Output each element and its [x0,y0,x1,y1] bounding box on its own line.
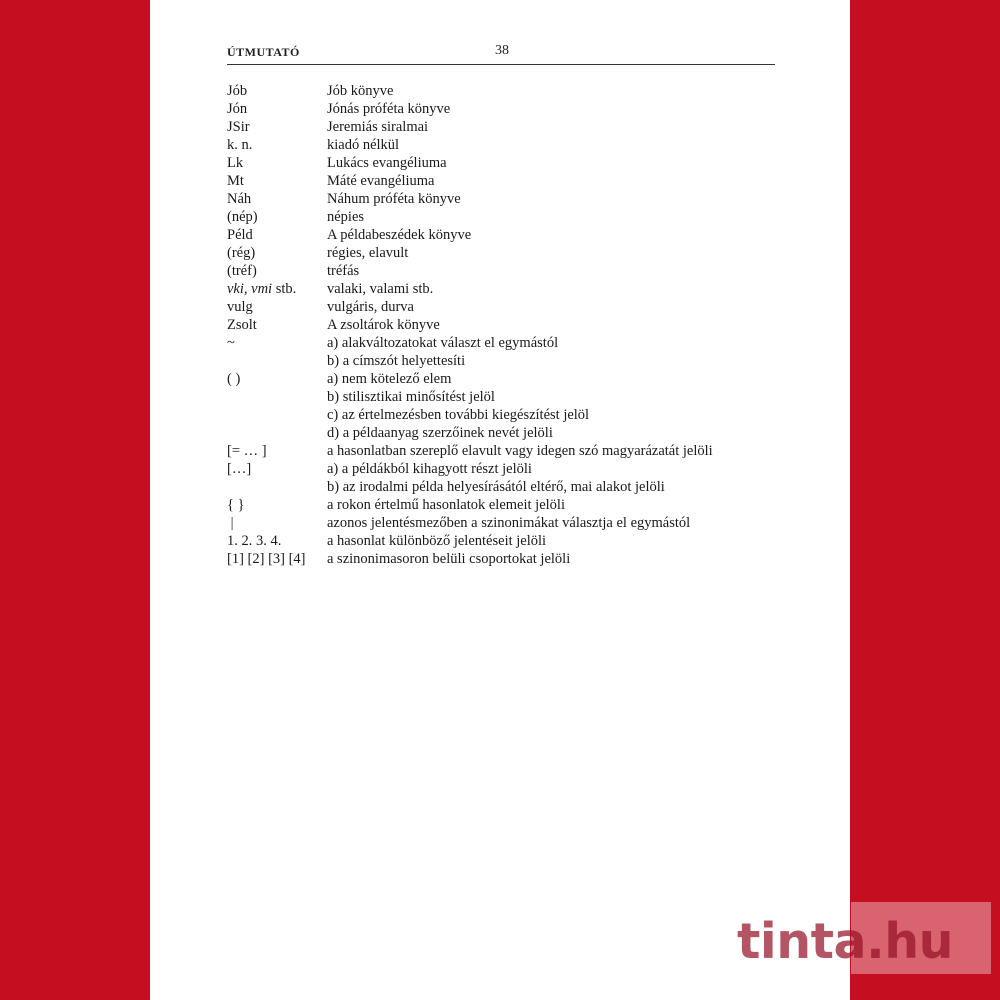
list-item [227,262,787,280]
list-item [227,190,787,208]
page-header [227,41,775,65]
symbol-meaning: a) a példákból kihagyott részt jelöli [327,461,532,477]
symbol: { } [227,497,245,513]
symbol-meaning: b) az irodalmi példa helyesírásától eltérő, mai alakot jelöli [327,479,665,495]
symbol-meaning: d) a példaanyag szerzőinek nevét jelöli [327,425,553,441]
symbol: | [227,515,234,531]
symbol: ( ) [227,371,241,387]
list-item [227,442,787,460]
abbreviation-meaning: Náhum próféta könyve [327,191,461,207]
symbol-meaning: a) alakváltozatokat választ el egymástól [327,335,559,351]
symbol-meaning: a szinonimasoron belüli csoportokat jelöli [327,551,571,567]
list-item [227,280,787,298]
abbreviation: Zsolt [227,317,257,333]
abbreviation-italic-part: vki, vmi [227,281,273,297]
abbreviation: (tréf) [227,263,257,279]
abbreviation-meaning: A zsoltárok könyve [327,317,440,333]
list-item [227,388,787,406]
list-item [227,550,787,568]
abbreviation-meaning: régies, elavult [327,245,409,261]
symbol-meaning: c) az értelmezésben további kiegészítést jelöl [327,407,590,423]
symbol-meaning: a hasonlat különböző jelentéseit jelöli [327,533,547,549]
abbreviation [227,280,327,298]
abbreviation: Mt [227,173,244,189]
list-item [227,316,787,334]
list-item [227,226,787,244]
symbol-meaning: a) nem kötelező elem [327,371,452,387]
abbreviation: Lk [227,155,244,171]
list-item [227,424,787,442]
symbol-meaning: b) a címszót helyettesíti [327,353,466,369]
abbreviation-meaning: Lukács evangéliuma [327,155,447,171]
abbreviation-rest: stb. [272,281,297,297]
abbreviation-meaning: Jób könyve [327,83,394,99]
list-item [227,370,787,388]
abbreviation: JSir [227,119,250,135]
abbreviation: Péld [227,227,253,243]
symbol [227,478,327,496]
symbol-meaning: b) stilisztikai minősítést jelöl [327,389,495,405]
list-item [227,244,787,262]
list-item [227,154,787,172]
abbreviation-meaning: A példabeszédek könyve [327,227,472,243]
abbreviation: vulg [227,299,253,315]
list-item [227,136,787,154]
list-item [227,100,787,118]
abbreviation: Jón [227,101,248,117]
symbol-meaning: a hasonlatban szereplő elavult vagy idegen szó magyarázatát jelöli [327,443,713,459]
abbreviation-meaning: kiadó nélkül [327,137,400,153]
symbol [227,406,327,424]
list-item [227,298,787,316]
abbreviation: Náh [227,191,252,207]
abbreviation-meaning: népies [327,209,365,225]
book-page [150,0,850,1000]
symbol: [1] [2] [3] [4] [227,551,306,567]
list-item [227,532,787,550]
list-item [227,208,787,226]
abbreviation: Jób [227,83,248,99]
list-item [227,172,787,190]
symbol [227,388,327,406]
abbreviation: k. n. [227,137,253,153]
list-item [227,118,787,136]
symbol: ~ [227,335,235,351]
symbol: 1. 2. 3. 4. [227,533,282,549]
list-item [227,514,787,532]
list-item [227,406,787,424]
list-item [227,334,787,352]
abbreviation-list [227,82,787,568]
abbreviation-meaning: valaki, valami stb. [327,281,434,297]
list-item [227,478,787,496]
symbol: [= … ] [227,443,267,459]
watermark-logo: tinta.hu [737,913,953,970]
abbreviation-meaning: Máté evangéliuma [327,173,435,189]
page-number: 38 [495,43,509,58]
list-item [227,496,787,514]
list-item [227,82,787,100]
symbol [227,424,327,442]
abbreviation-meaning: vulgáris, durva [327,299,414,315]
list-item [227,460,787,478]
abbreviation: (nép) [227,209,258,225]
section-title: ÚTMUTATÓ [227,45,300,59]
abbreviation-meaning: Jeremiás siralmai [327,119,429,135]
symbol-meaning: azonos jelentésmezőben a szinonimákat választja el egymástól [327,515,691,531]
abbreviation-meaning: tréfás [327,263,360,279]
symbol: […] [227,461,252,477]
abbreviation-meaning: Jónás próféta könyve [327,101,451,117]
list-item [227,352,787,370]
abbreviation: (rég) [227,245,256,261]
symbol [227,352,327,370]
symbol-meaning: a rokon értelmű hasonlatok elemeit jelöli [327,497,565,513]
